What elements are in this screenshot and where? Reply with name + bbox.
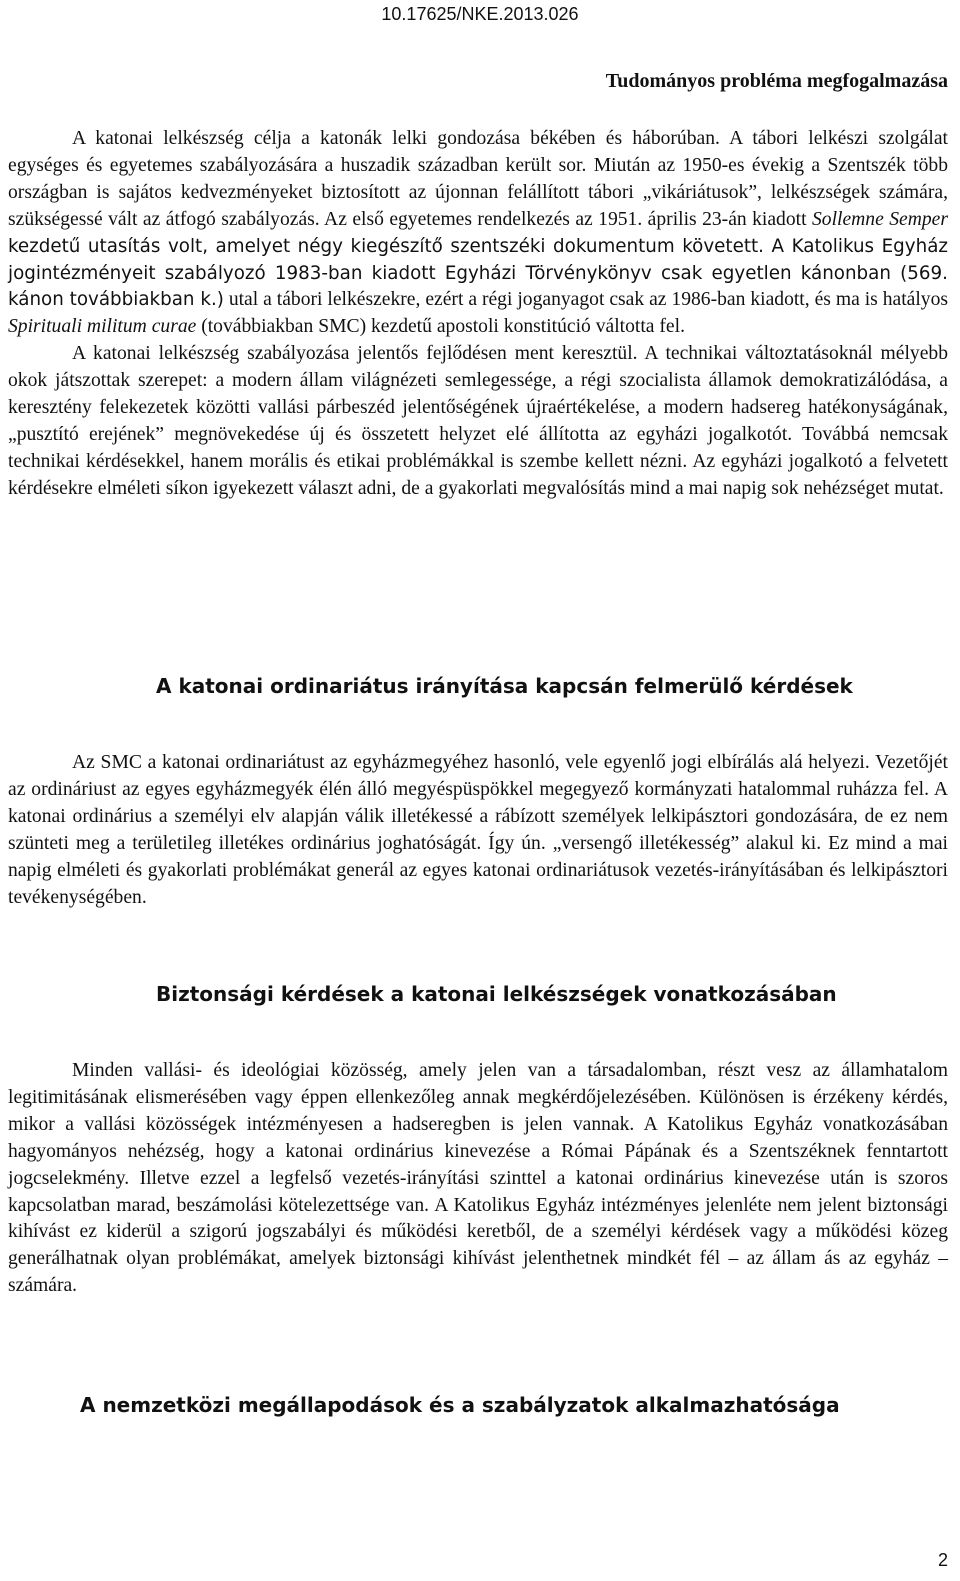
italic-title-spirituali-militum-curae: Spirituali militum curae [8,316,197,338]
italic-title-sollemne-semper: Sollemne Semper [811,208,948,230]
section1-paragraph-2: A katonai lelkészség szabályozása jelentős fejlődésen ment keresztül. A technikai változtatásoknál mélyebb okok játszottak szerepet: a modern állam világnézeti semlegessége, a régi szocialista államok demokratizálódása, a keresztény felekezetek közötti vallási párbeszéd jelentőségének újraértékelése, a modern hadsereg hatékonyságának, „pusztító erejének” megnövekedése új és összetett helyzet elé állította az egyházi jogalkotót. Továbbá nemcsak technikai kérdésekkel, hanem morális és etikai problémákkal is szembe kellett nézni. Az egyházi jogalkotó a felvetett kérdésekre elméleti síkon igyekezett választ adni, de a gyakorlati megvalósítás mind a mai napig sok nehézséget mutat. [8,343,948,499]
text-run-sans: kezdetű utasítás volt, amelyet négy kiegészítő szentszéki dokumentum követett. A Katolikus Egyház jogintézményeit szabályozó 1983-ban kiadott Egyházi Törvénykönyv csak egyetlen kánonban (569. kánon továbbiakban k.) [8,235,948,311]
section-title-scientific-problem: Tudományos probléma megfogalmazása [605,70,948,92]
section-title-security-questions: Biztonsági kérdések a katonai lelkészségek vonatkozásában [156,982,837,1006]
section3-body [8,1058,948,1300]
section3-paragraph-1: Minden vallási- és ideológiai közösség, amely jelen van a társadalomban, részt vesz az államhatalom legitimitásának elismerésében vagy éppen ellenkezőleg annak megkérdőjelezésében. Különösen is érzékeny kérdés, mikor a vallási közösségek intézményesen a hadseregben is jelen vannak. A Katolikus Egyház vonatkozásában hagyományos nehézség, hogy a katonai ordinárius kinevezése a Római Pápának és a Szentszéknek fenntartott jogcselekmény. Illetve ezzel a legfelső vezetés-irányítási szinttel a katonai ordinárius kinevezése után is szoros kapcsolatban marad, beszámolási kötelezettsége van. A Katolikus Egyház intézményes jelenléte nem jelent biztonsági kihívást ez kiderül a szigorú jogszabályi és működési keretből, de a személyi kérdések vagy a működési közeg generálhatnak olyan problémákat, amelyek biztonsági kihívást jelenthetnek mindkét fél – az állam ás az egyház – számára. [8,1060,948,1297]
section1-body [8,126,948,503]
section2-paragraph-1: Az SMC a katonai ordinariátust az egyházmegyéhez hasonló, vele egyenlő jogi elbírálás alá helyezi. Vezetőjét az ordináriust az egyes egyházmegyék élén álló megyéspüspökkel megegyező kormányzati hatalommal ruházza fel. A katonai ordinárius a személyi elv alapján válik illetékessé a rábízott személyek lelkipásztori gondozására, de ez nem szünteti meg a területileg illetékes ordinárius joghatóságát. Így ún. „versengő illetékesség” alakul ki. Ez mind a mai napig elméleti és gyakorlati problémákat generál az egyes katonai ordinariátusok vezetés-irányításában és lelkipásztori tevékenységében. [8,752,948,908]
page-number: 2 [937,1550,948,1570]
section-title-ordinariate-governance: A katonai ordinariátus irányítása kapcsán felmerülő kérdések [156,674,853,698]
section-title-international-agreements: A nemzetközi megállapodások és a szabályzatok alkalmazhatósága [80,1393,840,1417]
section2-body [8,750,948,911]
doi-header: 10.17625/NKE.2013.026 [381,4,579,24]
text-run: utal a tábori lelkészekre, ezért a régi joganyagot csak az 1986-ban kiadott, és ma is hatályos [223,289,948,311]
section1-paragraph-1 [8,126,948,341]
text-run: (továbbiakban SMC) kezdetű apostoli konstitúció váltotta fel. [196,316,685,338]
text-run: A katonai lelkészség célja a katonák lelki gondozása békében és háborúban. A tábori lelkészi szolgálat egységes és egyetemes szabályozására a huszadik században került sor. Miután az 1950-es évekig a Szentszék több országban is sajátos kedvezményeket biztosított az újonnan felállított tábori „vikáriátusok”, lelkészségek számára, szükségessé vált az átfogó szabályozás. Az első egyetemes rendelkezés az 1951. április 23-án kiadott [8,128,948,230]
